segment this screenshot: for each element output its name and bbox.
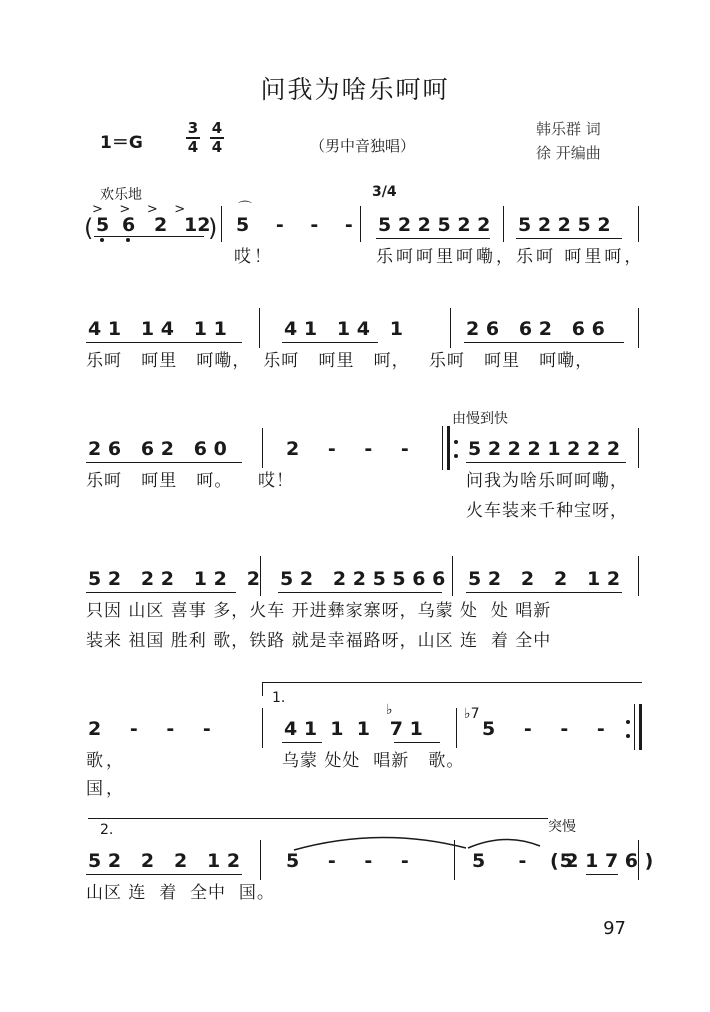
measure-notes: 2 - - - (286, 438, 409, 460)
barline (456, 708, 457, 748)
measure-notes: 5 2 2 2 5 5 6 6 (280, 568, 446, 590)
flat-accidental: ♭ (386, 702, 393, 718)
time-sig-top: 3 (187, 119, 199, 137)
lyrics-verse-2: 装来 祖国 胜利 歌，铁路 就是幸福路呀，山区 连 着 全中 (86, 631, 552, 651)
intro-note: 6 (122, 214, 136, 236)
barline (638, 308, 639, 348)
lyrics-verse-1: 问我为啥乐呵呵嘞， (466, 471, 628, 491)
measure-2-notes: 5 2 2 5 2 2 (378, 214, 491, 236)
repeat-dot (454, 440, 458, 444)
lyrics-line: 乐呵呵里呵嘞，乐呵 呵里呵， (376, 247, 645, 267)
time-sig-top: 4 (211, 119, 223, 137)
octave-dot (100, 238, 104, 242)
repeat-barline-thick (447, 426, 450, 470)
barline (454, 840, 455, 880)
barline (503, 206, 504, 242)
performance-note: （男中音独唱） (310, 137, 416, 155)
measure-notes: 4 1 1 4 1 1 (88, 318, 227, 340)
measure-notes: 5 - - - (286, 850, 409, 872)
measure-notes: 5 2 2 2 1 2 2 (88, 568, 260, 590)
barline (638, 840, 639, 880)
octave-dot (126, 238, 130, 242)
beam-line (516, 238, 622, 239)
beam-line (282, 342, 378, 343)
beam-line (86, 874, 242, 875)
beam-line (464, 342, 624, 343)
close-paren: ) (208, 214, 218, 242)
barline (260, 556, 261, 596)
page-number: 97 (603, 918, 626, 939)
lyrics-line: 乌蒙 处处 唱新 歌。 (282, 751, 465, 771)
intro-note: 5 (96, 214, 110, 236)
lyrics-line: 乐呵 呵里 呵嘞， 乐呵 呵里 呵， 乐呵 呵里 呵嘞， (86, 351, 594, 371)
barline (638, 556, 639, 596)
beam-line (394, 742, 440, 743)
measure-notes: 2 6 6 2 6 6 (466, 318, 605, 340)
measure-3-notes: 5 2 2 5 2 (518, 214, 611, 236)
lyrics-verse-1: 只因 山区 喜事 多，火车 开进彝家寨呀，乌蒙 处 处 唱新 (86, 601, 552, 621)
beam-line (376, 238, 490, 239)
time-sig-bottom: 4 (187, 138, 199, 156)
repeat-barline-thick (639, 704, 642, 750)
repeat-dot (626, 734, 630, 738)
beam-line (278, 592, 442, 593)
measure-notes: 5 2 2 2 1 2 (468, 568, 621, 590)
tempo-marking: 由慢到快 (452, 411, 508, 427)
lyrics-line: 哎！ (234, 247, 274, 267)
open-paren: ( (84, 214, 94, 242)
measure-notes: 4 1 1 1 7 1 (284, 718, 423, 740)
volta-bracket-end (262, 682, 263, 696)
measure-notes: 5 - 5 (472, 850, 573, 872)
expression-marking: 欢乐地 (100, 187, 142, 203)
measure-notes: 2 - - - (88, 718, 211, 740)
barline (259, 308, 260, 348)
tempo-marking: 突慢 (548, 819, 576, 835)
lyrics-line: 山区 连 着 全中 国。 (86, 883, 275, 903)
measure-notes: 5 2 2 2 1 2 2 2 (468, 438, 621, 460)
volta-bracket (88, 818, 548, 819)
measure-notes: 5 - - - (482, 718, 605, 740)
beam-line (86, 462, 242, 463)
beam-line (586, 874, 618, 875)
flat-seven-marking: ♭7 (464, 706, 480, 722)
accent-marks: > > > > (92, 202, 186, 217)
lyrics-verse-2: 火车装来千种宝呀， (466, 501, 628, 521)
barline (262, 708, 263, 748)
barline (450, 308, 451, 348)
volta-number: 1. (272, 690, 286, 706)
barline (452, 556, 453, 596)
beam-line (466, 462, 626, 463)
measure-notes-tail: ( 2 1 7 6 ) (550, 850, 654, 872)
fermata-icon: ⌒ (238, 201, 252, 217)
repeat-dot (626, 720, 630, 724)
measure-notes: 4 1 1 4 1 (284, 318, 404, 340)
barline (638, 428, 639, 468)
lyrics-verse-1: 歌， (86, 751, 126, 771)
volta-bracket (262, 682, 642, 683)
time-signature-3-4 (184, 120, 202, 156)
beam-line (86, 592, 236, 593)
meter-change-marking: 3/4 (372, 184, 397, 200)
repeat-barline (634, 704, 635, 750)
key-signature: 1＝G (100, 133, 143, 153)
barline (262, 428, 263, 468)
intro-note: 2 (154, 214, 168, 236)
beam-line (282, 742, 322, 743)
volta-number: 2. (100, 822, 114, 838)
intro-note: 12 (184, 214, 211, 236)
measure-notes: 5 2 2 2 1 2 (88, 850, 241, 872)
lyricist-credit: 韩乐群 词 (536, 120, 601, 138)
repeat-barline (442, 426, 443, 470)
time-sig-bottom: 4 (211, 138, 223, 156)
repeat-dot (454, 454, 458, 458)
barline (638, 206, 639, 242)
measure-notes: 2 6 6 2 6 0 (88, 438, 227, 460)
time-signature-4-4 (208, 120, 226, 156)
beam-line (466, 592, 622, 593)
beam-line (94, 236, 204, 237)
barline (360, 206, 361, 242)
lyrics-line: 乐呵 呵里 呵。 哎！ (86, 471, 295, 491)
composer-credit: 徐 开编曲 (536, 144, 601, 162)
lyrics-verse-2: 国， (86, 779, 126, 799)
beam-line (86, 342, 242, 343)
song-title: 问我为啥乐呵呵 (260, 75, 450, 104)
barline (221, 206, 222, 242)
measure-1-notes: 5 - - - (236, 214, 353, 236)
barline (260, 840, 261, 880)
